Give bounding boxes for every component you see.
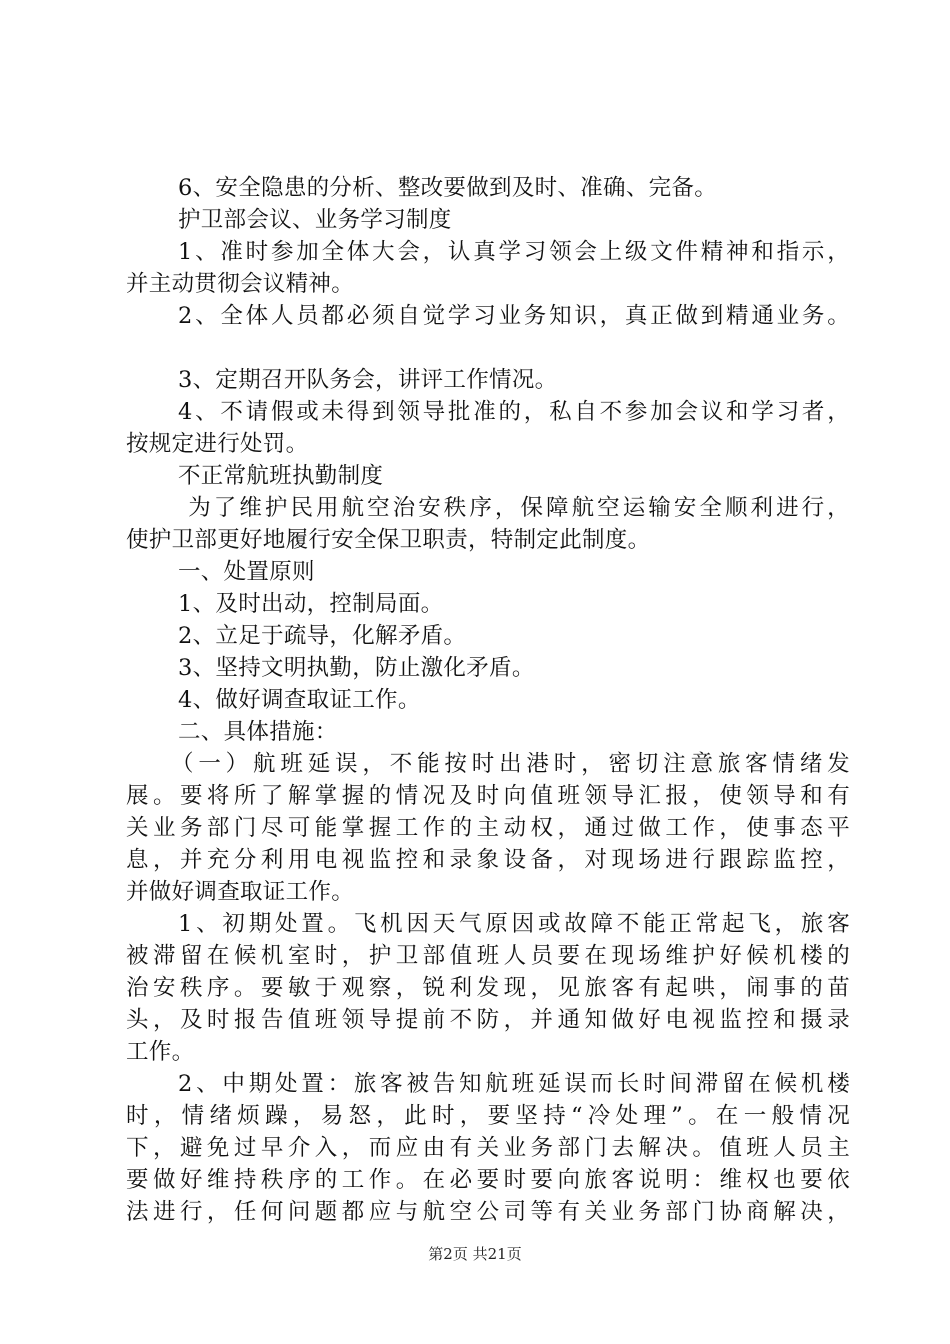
text-line: （一）航班延误，不能按时出港时，密切注意旅客情绪发 bbox=[171, 751, 850, 777]
document-body bbox=[126, 172, 850, 1228]
text-line: 2、全体人员都必须自觉学习业务知识，真正做到精通业务。 bbox=[178, 303, 850, 329]
text-line: 4、不请假或未得到领导批准的，私自不参加会议和学习者， bbox=[178, 399, 850, 425]
text-line: 1、准时参加全体大会，认真学习领会上级文件精神和指示， bbox=[178, 239, 850, 265]
text-line: 2、立足于疏导，化解矛盾。 bbox=[178, 623, 467, 649]
text-line: 为了维护民用航空治安秩序，保障航空运输安全顺利进行， bbox=[178, 495, 850, 521]
text-line: 展。要将所了解掌握的情况及时向值班领导汇报，使领导和有 bbox=[126, 783, 850, 809]
text-line: 时，情绪烦躁，易怒，此时，要坚持“冷处理”。在一般情况 bbox=[126, 1103, 850, 1129]
text-line: 3、坚持文明执勤，防止激化矛盾。 bbox=[178, 655, 535, 681]
text-line: 3、定期召开队务会，讲评工作情况。 bbox=[178, 367, 558, 393]
text-line: 息，并充分利用电视监控和录象设备，对现场进行跟踪监控， bbox=[126, 847, 850, 873]
text-line: 二、具体措施： bbox=[178, 719, 338, 745]
text-line: 下，避免过早介入，而应由有关业务部门去解决。值班人员主 bbox=[126, 1135, 850, 1161]
text-line: 护卫部会议、业务学习制度 bbox=[178, 207, 452, 233]
text-line: 6、安全隐患的分析、整改要做到及时、准确、完备。 bbox=[178, 175, 718, 201]
text-line: 并做好调查取证工作。 bbox=[126, 879, 355, 905]
text-line: 按规定进行处罚。 bbox=[126, 431, 309, 457]
text-line: 工作。 bbox=[126, 1039, 195, 1065]
text-line: 并主动贯彻会议精神。 bbox=[126, 271, 355, 297]
text-line: 2、中期处置：旅客被告知航班延误而长时间滞留在候机楼 bbox=[178, 1071, 850, 1097]
text-line: 一、处置原则 bbox=[178, 559, 315, 585]
text-line: 被滞留在候机室时，护卫部值班人员要在现场维护好候机楼的 bbox=[126, 943, 850, 969]
text-line: 治安秩序。要敏于观察，锐利发现，见旅客有起哄，闹事的苗 bbox=[126, 975, 850, 1001]
text-line: 1、及时出动，控制局面。 bbox=[178, 591, 444, 617]
text-line: 4、做好调查取证工作。 bbox=[178, 687, 421, 713]
page-footer: 第2页 共21页 bbox=[428, 1245, 522, 1263]
text-line: 不正常航班执勤制度 bbox=[178, 463, 384, 489]
text-line: 头，及时报告值班领导提前不防，并通知做好电视监控和摄录 bbox=[126, 1007, 850, 1033]
blank-line bbox=[126, 332, 850, 364]
text-line: 使护卫部更好地履行安全保卫职责，特制定此制度。 bbox=[126, 527, 651, 553]
text-line: 关业务部门尽可能掌握工作的主动权，通过做工作，使事态平 bbox=[126, 815, 850, 841]
text-line: 法进行，任何问题都应与航空公司等有关业务部门协商解决， bbox=[126, 1199, 850, 1225]
text-line: 1、初期处置。飞机因天气原因或故障不能正常起飞，旅客 bbox=[178, 911, 850, 937]
text-line: 要做好维持秩序的工作。在必要时要向旅客说明：维权也要依 bbox=[126, 1167, 850, 1193]
